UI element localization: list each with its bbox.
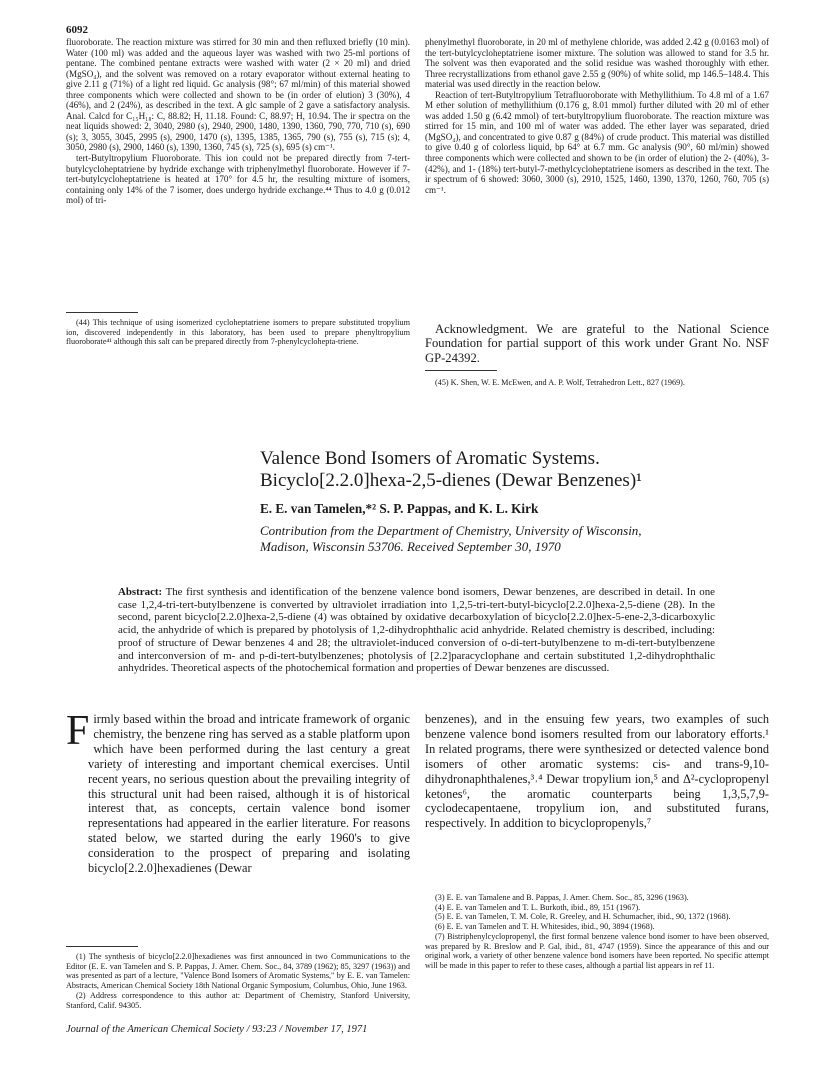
journal-footer: Journal of the American Chemical Society / 93:23 / November 17, 1971: [66, 1024, 368, 1035]
left-column: [66, 37, 410, 206]
footnote-5: (5) E. E. van Tamelen, T. M. Cole, R. Greeley, and H. Schumacher, ibid., 90, 1372 (1968).: [435, 912, 731, 922]
footnote-7: (7) Bistriphenylcyclopropenyl, the first formal benzene valence bond isomer to have been observed, was prepared by R. Breslow and P. Gal, ibid., 81, 4747 (1959). Since the appearance of this and our original work, a variety of other benzene valence bond isomers have been reported. No specific attempt will be made in this paper to refer to these cases, although a partial list appears in ref 11.: [425, 931, 769, 970]
acknowledgment-text: Acknowledgment. We are grateful to the National Science Foundation for partial support of this work under Grant No. NSF GP-24392.: [425, 322, 769, 365]
footnote-6: (6) E. E. van Tamelen and T. H. Whitesides, ibid., 90, 3894 (1968).: [435, 922, 655, 932]
footnote-4: (4) E. E. van Tamelen and T. L. Burkoth, ibid., 89, 151 (1967).: [435, 902, 641, 912]
footnotes-left: [66, 952, 410, 1010]
footnote-1: (1) The synthesis of bicyclo[2.2.0]hexadienes was first announced in two Communications to the Editor (E. E. van Tamelen and S. P. Pappas, J. Amer. Chem. Soc., 84, 3789 (1962); 85, 3297 (1963)) and was presented as part of a lecture, "Valence Bond Isomers of Aromatic Systems," by E. E. van Tamelen: Abstracts, American Chemical Society 18th National Organic Symposium, Columbus, Ohio, June 1963.: [66, 952, 410, 991]
intro-text-continued: benzenes), and in the ensuing few years, two examples of such benzene valence bond isomers resulted from our laboratory efforts.¹ In related programs, there were synthesized or detected valence bond isomers of other aromatic systems: cis- and trans-9,10-dihydronaphthalenes,³˒⁴ Dewar tropylium ion,⁵ and Δ²-cyclopropenyl ketones⁶, the aromatic counterparts being 1,3,5,7,9-cyclodecapentaene, tropylium ion, and substituted furans, respectively. In addition to bicyclopropenyls,⁷: [425, 712, 769, 831]
abstract: [118, 586, 715, 675]
footnotes-right: [425, 893, 769, 971]
footnote-45-text: (45) K. Shen, W. E. McEwen, and A. P. Wolf, Tetrahedron Lett., 827 (1969).: [435, 378, 685, 387]
body-right-column: [425, 712, 769, 831]
affiliation: [260, 523, 760, 555]
footnote-divider-right: [425, 370, 497, 371]
tropylium-paragraph: tert-Butyltropylium Fluoroborate. This ion could not be prepared directly from 7-tert-butylcycloheptatriene by hydride exchange with triphenylmethyl fluoroborate. However if 7-tert-butylcycloheptatriene is heated at 170° for 4.5 hr, the resulting mixture of isomers, containing only 14% of the 7 isomer, does undergo hydride exchange.⁴⁴ Thus to 4.0 g (0.012 mol) of tri-: [66, 153, 410, 206]
footnote-divider-bottom-left: [66, 946, 138, 947]
page-number: 6092: [66, 24, 88, 36]
title-line-2: Bicyclo[2.2.0]hexa-2,5-dienes (Dewar Benzenes)¹: [260, 470, 642, 491]
article-title: [260, 448, 642, 492]
footnote-2: (2) Address correspondence to this author at: Department of Chemistry, Stanford University, Stanford, Calif. 94305.: [66, 990, 410, 1010]
affiliation-line-1: Contribution from the Department of Chemistry, University of Wisconsin,: [260, 523, 642, 538]
authors: E. E. van Tamelen,*² S. P. Pappas, and K. L. Kirk: [260, 501, 539, 516]
right-column: [425, 37, 769, 195]
affiliation-line-2: Madison, Wisconsin 53706. Received September 30, 1970: [260, 539, 561, 554]
footnote-44: [66, 318, 410, 347]
acknowledgment: [425, 322, 769, 365]
experimental-paragraph-continued: phenylmethyl fluoroborate, in 20 ml of methylene chloride, was added 2.42 g (0.0163 mol) of the tert-butylcycloheptatriene isomer mixture. The solution was allowed to stand for 3.5 hr. The solvent was then evaporated and the solid residue was washed thoroughly with ether. Three recrystallizations from ethanol gave 2.55 g (90%) of white solid, mp 146.5–148.4. This material was used directly in the reaction below.: [425, 37, 769, 90]
title-line-1: Valence Bond Isomers of Aromatic Systems.: [260, 448, 600, 469]
methyllithium-paragraph: Reaction of tert-Butyltropylium Tetrafluoroborate with Methyllithium. To 4.8 ml of a 1.67 M ether solution of methyllithium (0.176 g, 8.01 mmol) further diluted with 20 ml of ether was added 1.50 g (6.42 mmol) of tert-butyltropylium fluoroborate. The reaction mixture was stirred for 15 min, and 100 ml of water was added. The ether layer was separated, dried (MgSO₄), and concentrated to give 0.87 g (84%) of crude product. This material was distilled to give 0.40 g of colorless liquid, bp 64° at 6.7 mm. Gc analysis (90°, 60 ml/min) showed three components which were collected and shown to be (in order of elution) the 2- (40%), 3- (42%), and 1- (18%) tert-butyl-7-methylcycloheptatriene isomers as described in the text. The ir spectrum of 6 showed: 3060, 3000 (s), 2910, 1525, 1460, 1390, 1370, 1260, 760, 705 (s) cm⁻¹.: [425, 89, 769, 195]
footnote-45: [425, 378, 769, 388]
drop-cap: F: [66, 708, 90, 754]
footnote-divider: [66, 312, 138, 313]
footnote-3: (3) E. E. van Tamalene and B. Pappas, J. Amer. Chem. Soc., 85, 3296 (1963).: [435, 893, 689, 902]
abstract-text: The first synthesis and identification of the benzene valence bond isomers, Dewar benzenes, are described in detail. In one case 1,2,4-tri-tert-butylbenzene is converted by ultraviolet irradiation into 1,2,5-tri-tert-butyl-bicyclo[2.2.0]hexa-2,5-diene (28). In the second, parent bicyclo[2.2.0]hexa-2,5-diene (4) was obtained by oxidative decarboxylation of bicyclo[2.2.0]hex-5-ene-2,3-dicarboxylic acid, the anhydride of which is prepared by photolysis of 1,2-dihydrophthalic acid anhydride. Related chemistry is described, including: proof of structure of Dewar benzenes 4 and 28; the ultraviolet-induced conversion of o-di-tert-butylbenzene to m-di-tert-butylbenzene and interconversion of m- and p-di-tert-butylbenzenes; photolysis of [2.2]paracyclophane and certain substituted 1,2-dihydrophthalic anhydrides. Theoretical aspects of the photochemical formation and properties of Dewar benzenes are discussed.: [118, 586, 716, 675]
experimental-paragraph: fluoroborate. The reaction mixture was stirred for 30 min and then refluxed briefly (10 min). Water (100 ml) was added and the aqueous layer was washed with two 25-ml portions of pentane. The combined pentane extracts were washed with water (2 × 20 ml) and dried (MgSO₄), and the solvent was removed on a rotary evaporator without external heating to give 2.11 g (71%) of a light red liquid. Gc analysis (98°; 67 ml/min) of this material showed three components which were collected and shown to be (in order of elution) 3 (30%), 4 (46%), and 2 (24%), as described in the text. A glc sample of 2 gave a satisfactory analysis. Anal. Calcd for C₁₅H₁₈: C, 88.82; H, 11.18. Found: C, 88.97; H, 10.94. The ir spectra on the neat liquids showed: 2, 3040, 2980 (s), 2940, 2900, 1480, 1390, 1360, 790, 770, 710 (s), 690 (s); 3, 3055, 3045, 2995 (s), 2900, 1470 (s), 1395, 1385, 1365, 790 (s), 755 (s), 715 (s); 4, 3050, 2980 (s), 2900, 1460 (s), 1390, 1360, 745 (s), 725 (s), 695 (s) cm⁻¹.: [66, 37, 410, 153]
intro-text: irmly based within the broad and intricate framework of organic chemistry, the benzene ring has served as a stable platform upon which have been performed during the last century a great variety of interesting and important chemical exercises. Until recent years, no serious question about the prevailing integrity of this structural unit had been raised, although it is of historical interest that, as concepts, certain valence bond isomer representations had appeared in the earlier literature. For reasons stated below, we started during the early 1960's to give consideration to the prospect of preparing and isolating bicyclo[2.2.0]hexadienes (Dewar: [88, 712, 410, 876]
body-left-column: [66, 708, 410, 876]
footnote-44-text: (44) This technique of using isomerized cycloheptatriene isomers to prepare substituted tropylium ion, discovered independently in this laboratory, has been used to prepare phenyltropylium fluoroborate⁴¹ although this salt can be prepared directly from 7-phenylcyclohepta-triene.: [66, 318, 410, 347]
abstract-label: Abstract:: [118, 586, 163, 598]
